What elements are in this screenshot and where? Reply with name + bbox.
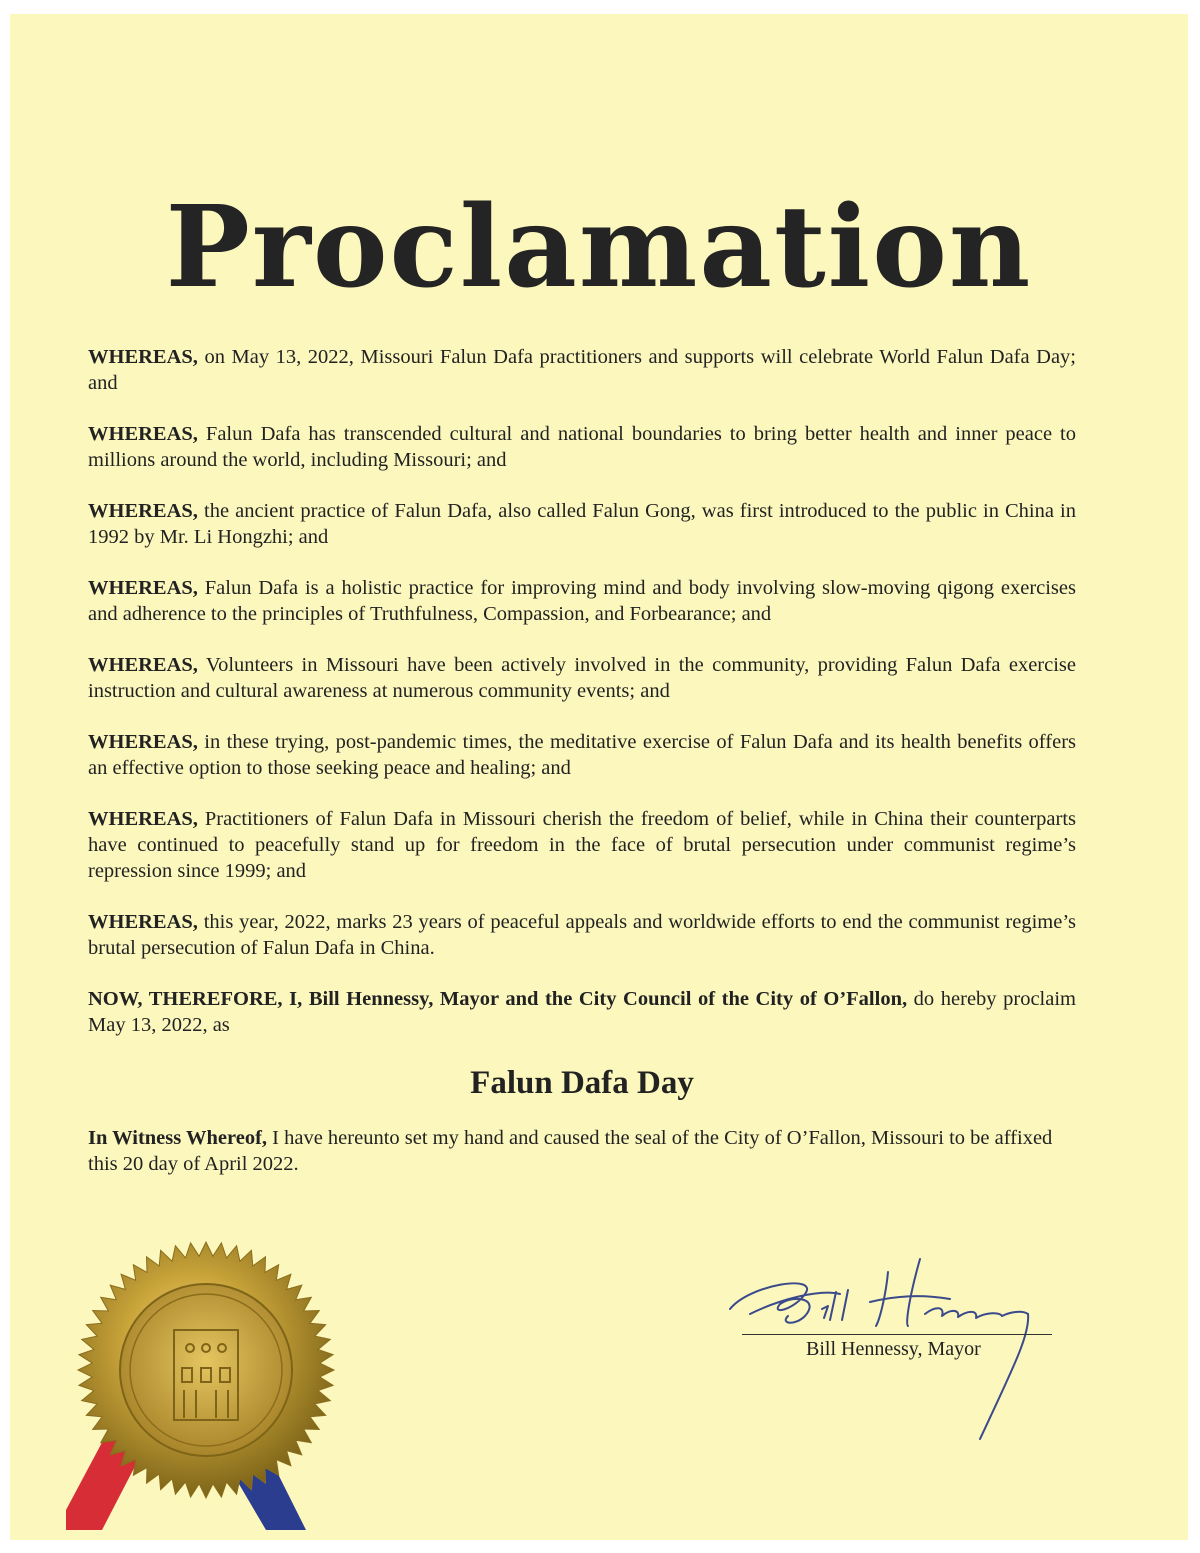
proclamation-paper [10, 14, 1188, 1540]
paragraph-text: Practitioners of Falun Dafa in Missouri cherish the freedom of belief, while in China their counterparts have continued to peacefully stand up for freedom in the face of brutal persecution under communist regime’s repression since 1999; and [88, 808, 1076, 882]
paragraph-lead: WHEREAS, [88, 911, 198, 933]
paragraph-lead: In Witness Whereof, [88, 1127, 268, 1149]
proclamation-body [88, 344, 1076, 1177]
paragraph-lead: NOW, THEREFORE, I, Bill Hennessy, Mayor and the City Council of the City of O’Fallon, [88, 988, 908, 1010]
document-title: Proclamation [165, 182, 1033, 313]
paragraph-text: this year, 2022, marks 23 years of peaceful appeals and worldwide efforts to end the communist regime’s brutal persecution of Falun Dafa in China. [88, 911, 1076, 959]
whereas-paragraph [88, 909, 1076, 961]
paragraph-text: Falun Dafa is a holistic practice for improving mind and body involving slow-moving qigong exercises and adherence to the principles of Truthfulness, Compassion, and Forbearance; and [88, 577, 1076, 625]
paragraph-lead: WHEREAS, [88, 654, 198, 676]
signature-block [710, 1254, 1070, 1454]
paragraph-lead: WHEREAS, [88, 500, 198, 522]
whereas-paragraph [88, 421, 1076, 473]
paragraph-lead: WHEREAS, [88, 577, 198, 599]
paragraph-text: Volunteers in Missouri have been actively involved in the community, providing Falun Dafa exercise instruction and cultural awareness at numerous community events; and [88, 654, 1076, 702]
paragraph-text: in these trying, post-pandemic times, the meditative exercise of Falun Dafa and its health benefits offers an effective option to those seeking peace and healing; and [88, 731, 1076, 779]
proclaimed-day-heading: Falun Dafa Day [470, 1065, 694, 1101]
paragraph-text: the ancient practice of Falun Dafa, also called Falun Gong, was first introduced to the public in China in 1992 by Mr. Li Hongzhi; and [88, 500, 1076, 548]
seal-inner-ring [120, 1284, 292, 1456]
whereas-paragraph [88, 575, 1076, 627]
paragraph-lead: WHEREAS, [88, 808, 198, 830]
signatory-name: Bill Hennessy, Mayor [806, 1338, 981, 1360]
city-seal-icon [66, 1230, 346, 1540]
paragraph-lead: WHEREAS, [88, 423, 198, 445]
whereas-paragraph [88, 498, 1076, 550]
paragraph-text: do hereby proclaim May 13, 2022, as [88, 988, 1076, 1036]
paragraph-lead: WHEREAS, [88, 346, 198, 368]
witness-paragraph [88, 1125, 1076, 1177]
whereas-paragraph [88, 344, 1076, 396]
paragraph-text: on May 13, 2022, Missouri Falun Dafa practitioners and supports will celebrate World Falun Dafa Day; and [88, 346, 1076, 394]
therefore-paragraph [88, 986, 1076, 1038]
whereas-paragraph [88, 652, 1076, 704]
whereas-paragraph [88, 806, 1076, 884]
whereas-paragraph [88, 729, 1076, 781]
paragraph-text: I have hereunto set my hand and caused the seal of the City of O’Fallon, Missouri to be affixed this 20 day of April 2022. [88, 1127, 1053, 1175]
paragraph-text: Falun Dafa has transcended cultural and national boundaries to bring better health and inner peace to millions around the world, including Missouri; and [88, 423, 1076, 471]
signature-line [742, 1334, 1052, 1335]
paragraph-lead: WHEREAS, [88, 731, 198, 753]
